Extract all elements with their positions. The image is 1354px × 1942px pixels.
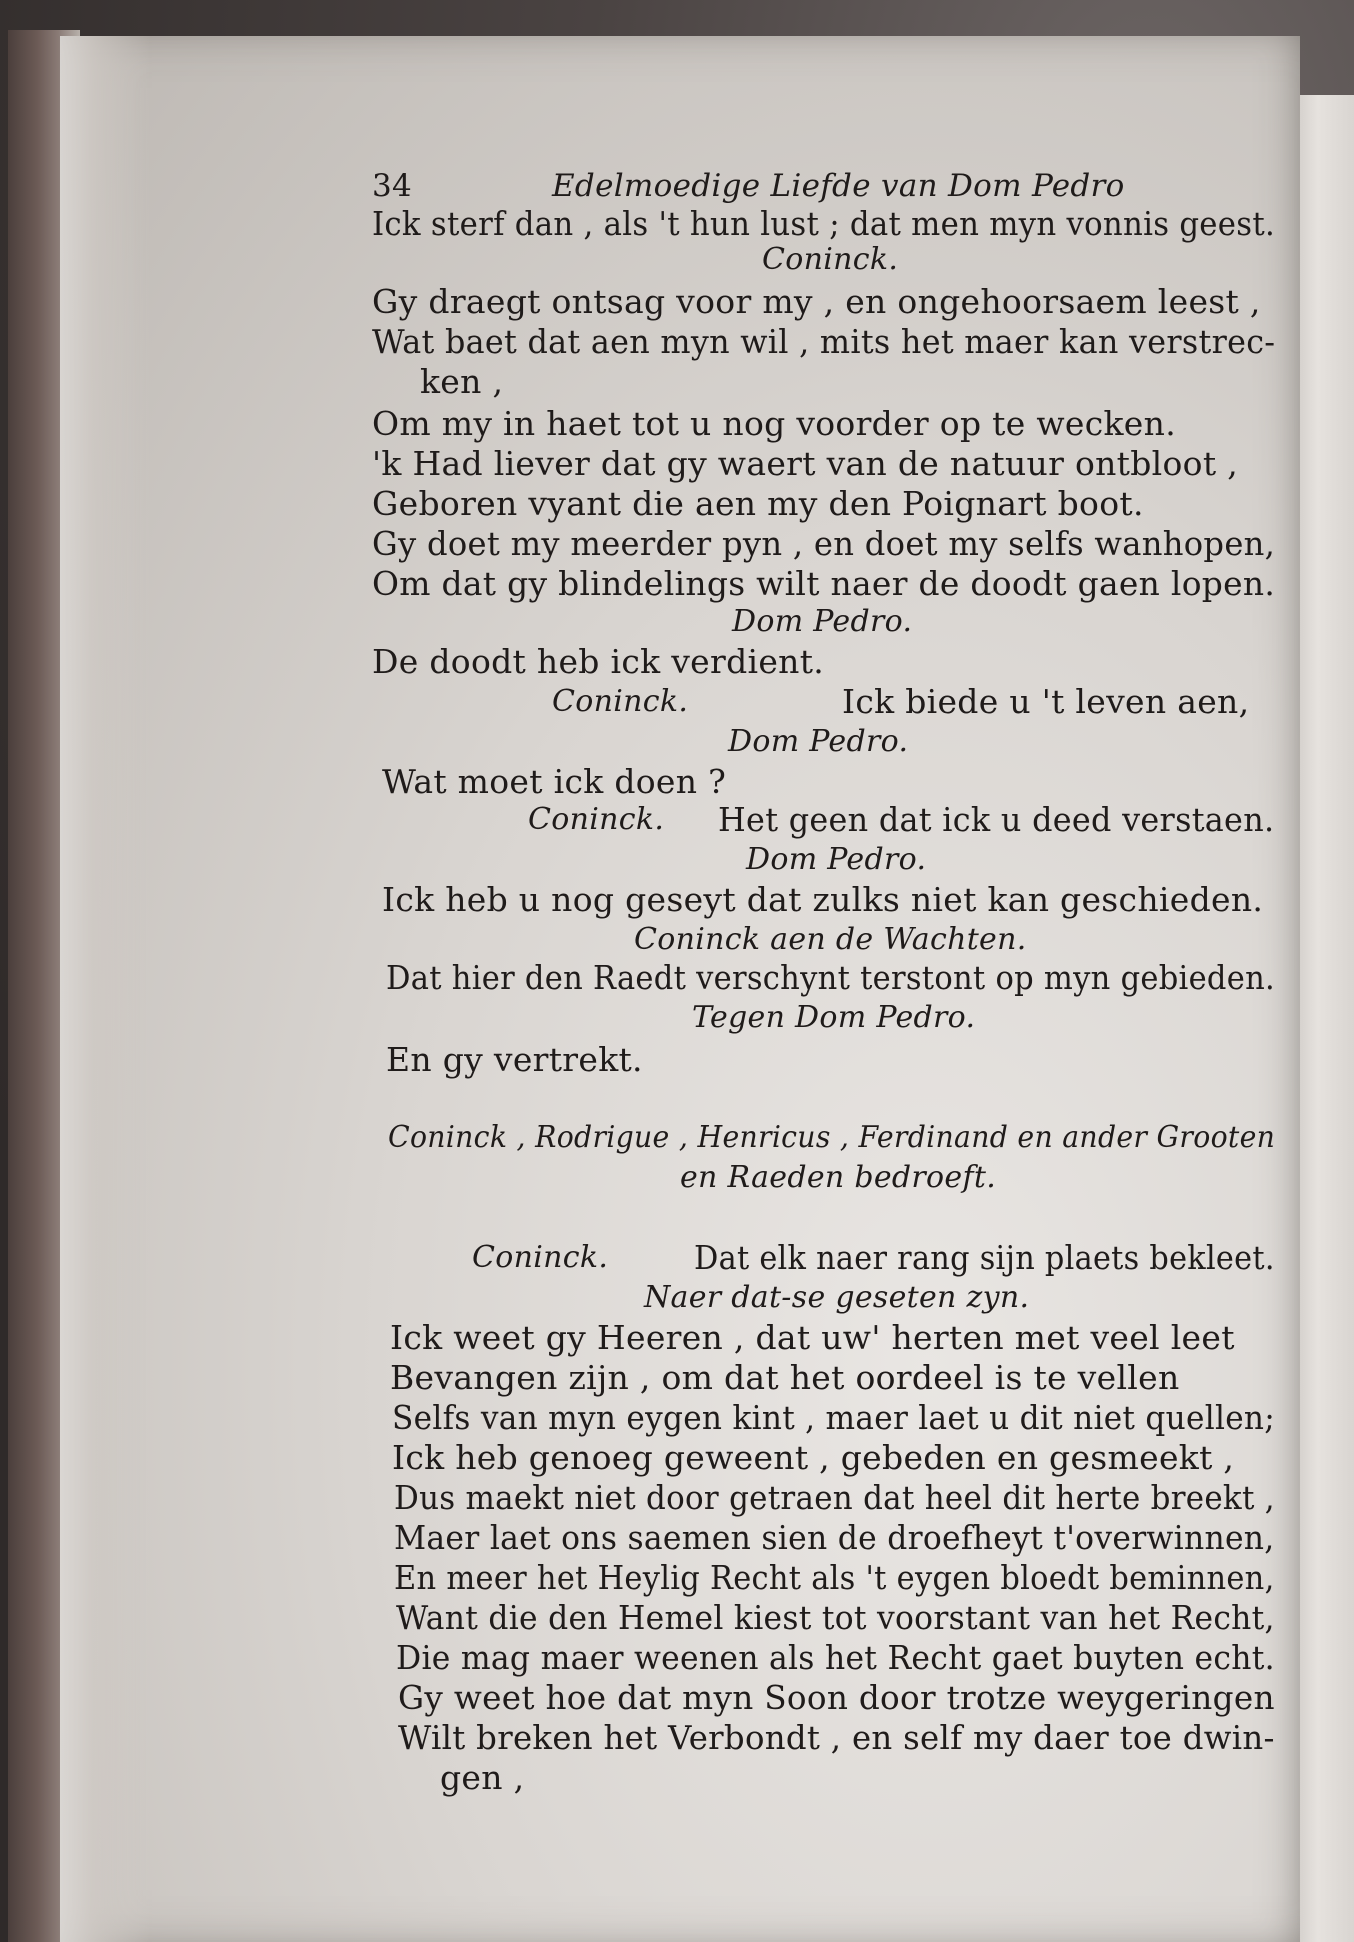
verse-line: 'k Had liever dat gy waert van de natuur ontbloot ,	[372, 444, 1238, 483]
verse-line: Wat moet ick doen ?	[382, 762, 727, 801]
verse-line: gen ,	[440, 1758, 525, 1797]
verse-line: Ick biede u 't leven aen,	[842, 682, 1250, 721]
verse-line: Dat hier den Raedt verschynt terstont op myn gebieden.	[386, 958, 1276, 997]
speaker-label: Coninck.	[528, 802, 665, 837]
verse-line: Bevangen zijn , om dat het oordeel is te vellen	[390, 1358, 1180, 1397]
verse-line: Ick sterf dan , als 't hun lust ; dat men myn vonnis geest.	[372, 204, 1276, 243]
speaker-label: Dom Pedro.	[732, 604, 913, 639]
verse-line: Ick weet gy Heeren , dat uw' herten met veel leet	[390, 1318, 1235, 1357]
running-title: Edelmoedige Liefde van Dom Pedro	[552, 168, 1125, 204]
verse-line: Gy draegt ontsag voor my , en ongehoorsaem leest ,	[372, 282, 1261, 321]
verse-line: Wat baet dat aen myn wil , mits het maer kan verstrec-	[372, 322, 1276, 361]
scene-cast-heading: Coninck , Rodrigue , Henricus , Ferdinand en ander Grooten	[388, 1120, 1276, 1155]
verse-line: Dus maekt niet door getraen dat heel dit herte breekt ,	[394, 1478, 1275, 1517]
verse-line: Selfs van myn eygen kint , maer laet u dit niet quellen;	[392, 1398, 1276, 1437]
verse-line: Die mag maer weenen als het Recht gaet buyten echt.	[396, 1638, 1275, 1677]
verse-line: Gy doet my meerder pyn , en doet my selfs wanhopen,	[372, 524, 1276, 563]
verse-line: Om my in haet tot u nog voorder op te wecken.	[372, 404, 1176, 443]
verse-line: En meer het Heylig Recht als 't eygen bloedt beminnen,	[394, 1558, 1275, 1597]
speaker-label: Coninck.	[762, 242, 899, 277]
stage-direction: Naer dat-se geseten zyn.	[644, 1280, 1030, 1315]
verse-line: Wilt breken het Verbondt , en self my daer toe dwin-	[398, 1718, 1275, 1757]
stage-direction: Coninck aen de Wachten.	[634, 922, 1027, 957]
verse-line: Gy weet hoe dat myn Soon door trotze weygeringen	[398, 1678, 1275, 1717]
speaker-label: Dom Pedro.	[728, 724, 909, 759]
speaker-label: Dom Pedro.	[746, 842, 927, 877]
verse-line: Om dat gy blindelings wilt naer de doodt gaen lopen.	[372, 564, 1276, 603]
verse-line: Het geen dat ick u deed verstaen.	[718, 800, 1275, 839]
verse-line: De doodt heb ick verdient.	[372, 642, 825, 681]
page-number: 34	[372, 168, 413, 204]
verse-line: Dat elk naer rang sijn plaets bekleet.	[694, 1238, 1275, 1277]
verse-line: En gy vertrekt.	[386, 1040, 643, 1079]
verse-line: Ick heb genoeg geweent , gebeden en gesmeekt ,	[392, 1438, 1235, 1477]
verse-line: ken ,	[420, 362, 504, 401]
verse-line: Want die den Hemel kiest tot voorstant van het Recht,	[396, 1598, 1275, 1637]
verse-line: Ick heb u nog geseyt dat zulks niet kan geschieden.	[382, 880, 1264, 919]
verse-line: Geboren vyant die aen my den Poignart boot.	[372, 484, 1144, 523]
verse-line: Maer laet ons saemen sien de droefheyt t'overwinnen,	[394, 1518, 1275, 1557]
speaker-label: Coninck.	[472, 1240, 609, 1275]
speaker-label: Coninck.	[552, 684, 689, 719]
scene-cast-heading: en Raeden bedroeft.	[680, 1160, 997, 1195]
stage-direction: Tegen Dom Pedro.	[692, 1000, 976, 1035]
